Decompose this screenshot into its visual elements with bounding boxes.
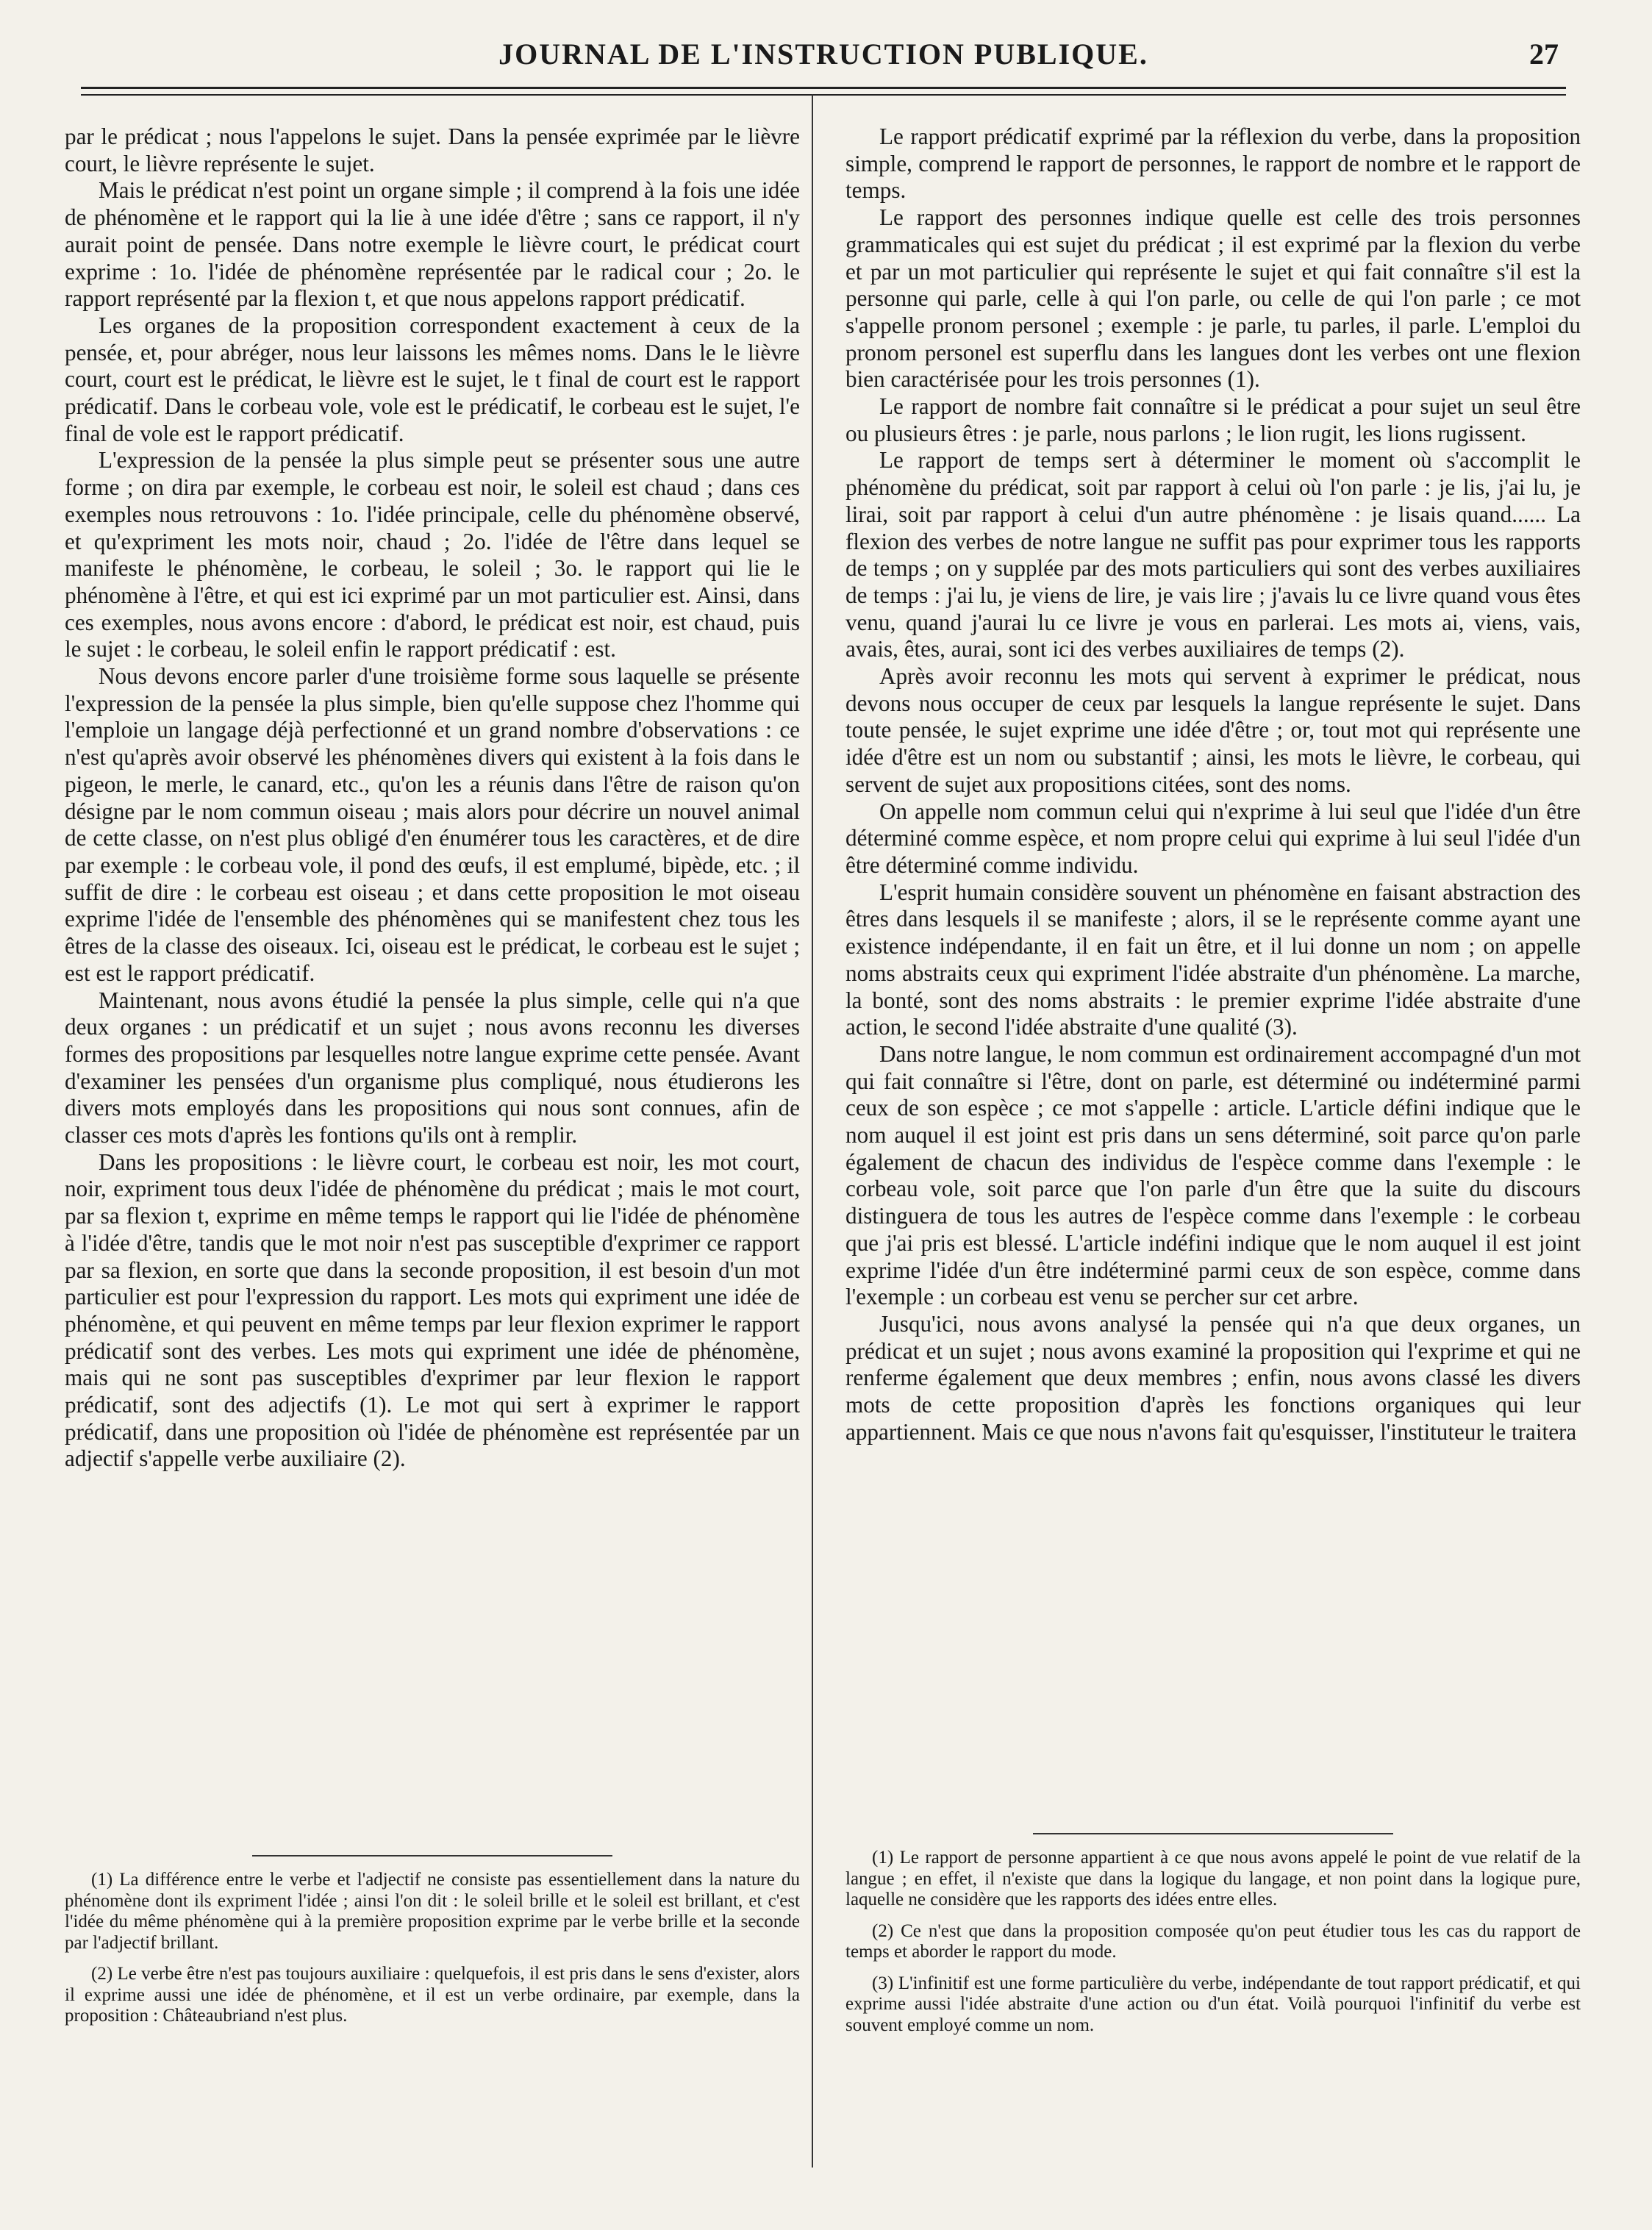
page-header [81, 31, 1566, 75]
paragraph: Mais le prédicat n'est point un organe simple ; il comprend à la fois une idée de phénomène et le rapport qui la lie à une idée d'être ; sans ce rapport, il n'y aurait point de pensée. Dans notre exemple le lièvre court, le prédicat court exprime : 1o. l'idée de phénomène représentée par le radical cour ; 2o. le rapport représenté par la flexion t, et que nous appelons rapport prédicatif. [65, 177, 800, 312]
paragraph: Le rapport prédicatif exprimé par la réflexion du verbe, dans la proposition simple, comprend le rapport de personnes, le rapport de nombre et le rapport de temps. [845, 124, 1581, 204]
footnote-rule [252, 1855, 612, 1856]
right-column [845, 124, 1581, 1445]
paragraph: L'expression de la pensée la plus simple peut se présenter sous une autre forme ; on dira par exemple, le corbeau est noir, le soleil est chaud ; dans ces exemples nous retrouvons : 1o. l'idée principale, celle du phénomène observé, et qu'expriment les mots noir, chaud ; 2o. l'idée de l'être dans lequel se manifeste le phénomène, le corbeau, le soleil ; 3o. le rapport qui lie le phénomène à l'être, et qui est ici exprimé par un mot particulier est. Ainsi, dans ces exemples, nous avons encore : d'abord, le prédicat est noir, est chaud, puis le sujet : le corbeau, le soleil enfin le rapport prédicatif : est. [65, 447, 800, 662]
column-divider [812, 94, 813, 2168]
paragraph: Le rapport des personnes indique quelle est celle des trois personnes grammaticales qui est sujet du prédicat ; il est exprimé par la flexion du verbe et par un mot particulier qui représente le sujet et qui fait connaître s'il est la personne qui parle, celle à qui l'on parle, ou celle de qui l'on parle ; ce mot s'appelle pronom personel ; exemple : je parle, tu parles, il parle. L'emploi du pronom personel est superflu dans les langues dont les verbes ont une flexion bien caractérisée pour les trois personnes (1). [845, 204, 1581, 393]
paragraph: Le rapport de nombre fait connaître si le prédicat a pour sujet un seul être ou plusieurs êtres : je parle, nous parlons ; le lion rugit, les lions rugissent. [845, 393, 1581, 446]
paragraph: L'esprit humain considère souvent un phénomène en faisant abstraction des êtres dans lesquels il se manifeste ; alors, il se le représente comme ayant une existence indépendante, il en fait un être, et il lui donne un nom ; on appelle noms abstraits ceux qui expriment l'idée abstraite d'un phénomène. La marche, la bonté, sont des noms abstraits : le premier exprime l'idée abstraite d'une action, le second l'idée abstraite d'une qualité (3). [845, 879, 1581, 1040]
footnote: (2) Le verbe être n'est pas toujours auxiliaire : quelquefois, il est pris dans le sens d'exister, alors il exprime aussi une idée de phénomène, et il est un verbe ordinaire, par exemple, dans la proposition : Châteaubriand n'est plus. [65, 1964, 800, 2026]
footnotes-right [845, 1833, 1581, 2046]
paragraph: Dans notre langue, le nom commun est ordinairement accompagné d'un mot qui fait connaître si l'être, dont on parle, est déterminé ou indéterminé parmi ceux de son espèce ; ce mot s'appelle : article. L'article défini indique que le nom auquel il est joint est pris dans un sens déterminé, soit parce qu'on parle également de chacun des individus de l'espèce comme dans l'exemple : le corbeau vole, soit parce que l'on parle d'un être que la suite du discours distinguera de tous les autres de l'espèce comme dans l'exemple : le corbeau que j'ai pris est blessé. L'article indéfini indique que le nom auquel il est joint exprime l'idée d'un être indéterminé parmi ceux de son espèce, comme dans l'exemple : un corbeau est venu se percher sur cet arbre. [845, 1040, 1581, 1310]
paragraph: Nous devons encore parler d'une troisième forme sous laquelle se présente l'expression de la pensée la plus simple, bien qu'elle suppose chez l'homme qui l'emploie un langage déjà perfectionné et un grand nombre d'observations : ce n'est qu'après avoir observé les phénomènes divers qui existent à la fois dans le pigeon, le merle, le canard, etc., qu'on les a réunis dans l'être de raison qu'on désigne par le nom commun oiseau ; mais alors pour décrire un nouvel animal de cette classe, on n'est plus obligé d'en énumérer tous les caractères, et de dire par exemple : le corbeau vole, il pond des œufs, il est emplumé, bipède, etc. ; il suffit de dire : le corbeau est oiseau ; et dans cette proposition le mot oiseau exprime l'idée de l'ensemble des phénomènes qui se manifestent chez tous les êtres de la classe des oiseaux. Ici, oiseau est le prédicat, le corbeau est le sujet ; est est le rapport prédicatif. [65, 663, 800, 986]
running-title: JOURNAL DE L'INSTRUCTION PUBLIQUE. [498, 37, 1148, 71]
footnote: (2) Ce n'est que dans la proposition composée qu'on peut étudier tous les cas du rapport de temps et aborder le rapport du mode. [845, 1920, 1581, 1962]
paragraph: Après avoir reconnu les mots qui servent à exprimer le prédicat, nous devons nous occuper de ceux par lesquels la langue représente le sujet. Dans toute pensée, le sujet exprime une idée d'être ; or, tout mot qui représente une idée d'être est un nom ou substantif ; ainsi, les mots le lièvre, le corbeau, qui servent de sujet aux propositions citées, sont des noms. [845, 663, 1581, 797]
paragraph: Dans les propositions : le lièvre court, le corbeau est noir, les mot court, noir, expriment tous deux l'idée de phénomène du prédicat ; mais le mot court, par sa flexion t, exprime en même temps le rapport qui lie l'idée de phénomène à l'idée d'être, tandis que le mot noir n'est pas susceptible d'exprimer ce rapport par sa flexion, en sorte que dans la seconde proposition, il est besoin d'un mot particulier est pour l'expression du rapport. Les mots qui expriment une idée de phénomène, et qui peuvent en même temps par leur flexion exprimer le rapport prédicatif sont des verbes. Les mots qui expriment une idée de phénomène, mais qui ne sont pas susceptibles d'exprimer par leur flexion le rapport prédicatif, sont des adjectifs (1). Le mot qui sert à exprimer le rapport prédicatif, dans une proposition où l'idée de phénomène est représentée par un adjectif s'appelle verbe auxiliaire (2). [65, 1148, 800, 1472]
paragraph: Les organes de la proposition correspondent exactement à ceux de la pensée, et, pour abréger, nous leur laissons les mêmes noms. Dans le le lièvre court, court est le prédicat, le lièvre est le sujet, le t final de court est le rapport prédicatif. Dans le corbeau vole, vole est le prédicatif, le corbeau est le sujet, l'e final de vole est le rapport prédicatif. [65, 312, 800, 446]
footnote: (1) La différence entre le verbe et l'adjectif ne consiste pas essentiellement dans la nature du phénomène dont ils expriment l'idée ; ainsi l'on dit : le soleil brille et le soleil est brillant, et c'est l'idée du même phénomène qui à la première proposition exprime par le verbe brille et la seconde par l'adjectif brillant. [65, 1870, 800, 1953]
left-column [65, 124, 800, 1473]
paragraph: Jusqu'ici, nous avons analysé la pensée qui n'a que deux organes, un prédicat et un sujet ; nous avons examiné la proposition qui l'exprime et qui ne renferme également que deux membres ; enfin, nous avons classé les divers mots de cette proposition d'après les fonctions organiques qui leur appartiennent. Mais ce que nous n'avons fait qu'esquisser, l'instituteur le traitera [845, 1310, 1581, 1445]
paragraph: Le rapport de temps sert à déterminer le moment où s'accomplit le phénomène du prédicat, soit par rapport à celui où l'on parle : je lis, j'ai lu, je lirai, soit par rapport à celui d'un autre phénomène : je lisais quand...... La flexion des verbes de notre langue ne suffit pas pour exprimer tous les rapports de temps ; on y supplée par des mots particuliers qui sont des verbes auxiliaires de temps : j'ai lu, je viens de lire, je vais lire ; j'avais lu ce livre quand vous êtes venu, quand j'aurai lu ce livre je vous en parlerai. Les mots ai, viens, vais, avais, êtes, aurai, sont ici des verbes auxiliaires de temps (2). [845, 447, 1581, 662]
paragraph: On appelle nom commun celui qui n'exprime à lui seul que l'idée d'un être déterminé comme espèce, et nom propre celui qui exprime à lui seul l'idée d'un être déterminé comme individu. [845, 798, 1581, 878]
paragraph: par le prédicat ; nous l'appelons le sujet. Dans la pensée exprimée par le lièvre court, le lièvre représente le sujet. [65, 124, 800, 176]
page-number: 27 [1529, 37, 1559, 71]
footnotes-left [65, 1855, 800, 2037]
header-rule [81, 87, 1566, 96]
footnote-rule [1033, 1833, 1393, 1834]
footnote: (1) Le rapport de personne appartient à ce que nous avons appelé le point de vue relatif de la langue ; en effet, il n'existe que dans la logique du langage, et non point dans la logique pure, laquelle ne considère que les rapports des idées entre elles. [845, 1848, 1581, 1909]
paragraph: Maintenant, nous avons étudié la pensée la plus simple, celle qui n'a que deux organes : un prédicatif et un sujet ; nous avons reconnu les diverses formes des propositions par lesquelles notre langue exprime cette pensée. Avant d'examiner les pensées d'un organisme plus compliqué, nous étudierons les divers mots employés dans les propositions qui nous sont connues, afin de classer ces mots d'après les fontions qu'ils ont à remplir. [65, 987, 800, 1148]
footnote: (3) L'infinitif est une forme particulière du verbe, indépendante de tout rapport prédicatif, et qui exprime aussi l'idée abstraite d'une action ou d'un état. Voilà pourquoi l'infinitif du verbe est souvent employé comme un nom. [845, 1973, 1581, 2035]
